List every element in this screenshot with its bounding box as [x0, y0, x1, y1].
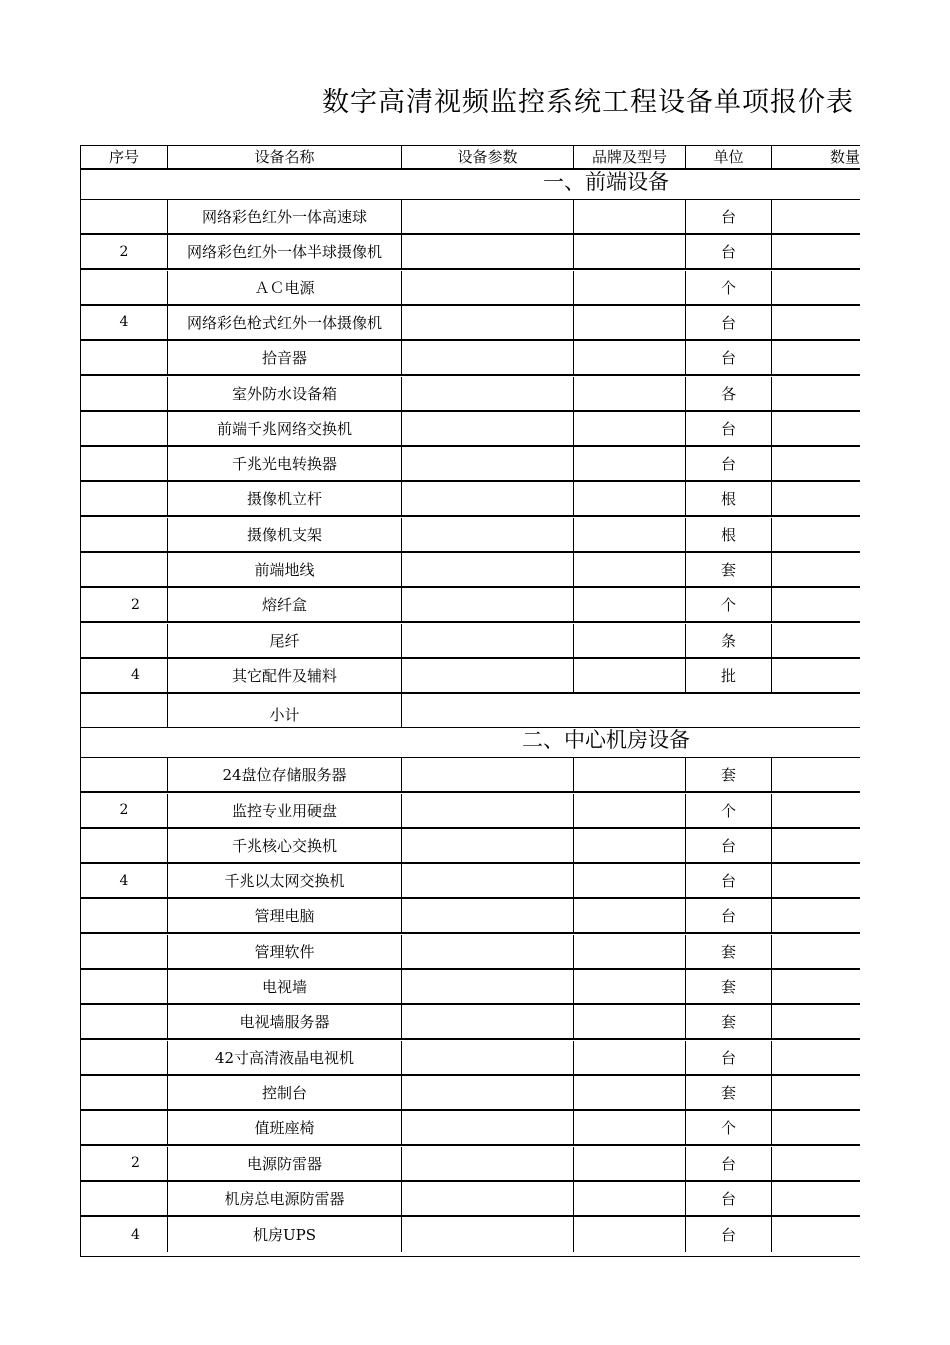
item-params-cell[interactable]: [402, 659, 574, 692]
col-header-qty: 数量: [829, 148, 860, 166]
table-row: [81, 864, 860, 899]
row-number: 2: [81, 1147, 168, 1180]
table-row: [81, 1182, 860, 1217]
table-row: [81, 412, 860, 447]
item-unit: 台: [686, 447, 772, 480]
item-params-cell[interactable]: [402, 899, 574, 932]
table-row: [81, 794, 860, 829]
item-qty-cell[interactable]: [772, 271, 860, 304]
table-row: [81, 553, 860, 588]
item-qty-cell[interactable]: [772, 1182, 860, 1215]
item-unit: 套: [686, 1076, 772, 1109]
col-header-unit: 单位: [686, 146, 772, 168]
item-brand-cell[interactable]: [574, 829, 686, 862]
item-qty-cell[interactable]: [772, 829, 860, 862]
item-qty-cell[interactable]: [772, 1005, 860, 1038]
item-qty-cell[interactable]: [772, 758, 860, 791]
item-name: 值班座椅: [168, 1111, 402, 1144]
item-unit: 各: [686, 377, 772, 410]
table-row: [81, 1076, 860, 1111]
subtotal-row: [81, 694, 860, 728]
item-unit: 批: [686, 659, 772, 692]
table-row: [81, 1111, 860, 1146]
item-unit: 个: [686, 588, 772, 621]
item-brand-cell[interactable]: [574, 553, 686, 586]
item-qty-cell[interactable]: [772, 341, 860, 374]
item-qty-cell[interactable]: [772, 447, 860, 480]
item-params-cell[interactable]: [402, 1111, 574, 1144]
item-unit: 根: [686, 482, 772, 515]
subtotal-value-cell[interactable]: [402, 694, 860, 727]
item-qty-cell[interactable]: [772, 1147, 860, 1180]
item-name: 24盘位存储服务器: [168, 758, 402, 791]
item-brand-cell[interactable]: [574, 482, 686, 515]
item-unit: 台: [686, 235, 772, 268]
item-qty-cell[interactable]: [772, 588, 860, 621]
section-header: [81, 170, 860, 200]
item-brand-cell[interactable]: [574, 1111, 686, 1144]
item-brand-cell[interactable]: [574, 200, 686, 233]
table-row: [81, 899, 860, 934]
table-row: [81, 659, 860, 694]
item-qty-cell[interactable]: [772, 659, 860, 692]
item-name: 管理电脑: [168, 899, 402, 932]
section-header: [81, 728, 860, 758]
item-brand-cell[interactable]: [574, 1041, 686, 1074]
row-number: [81, 200, 168, 233]
table-row: [81, 758, 860, 793]
item-qty-cell[interactable]: [772, 794, 860, 827]
item-unit: 套: [686, 553, 772, 586]
item-qty-cell[interactable]: [772, 1111, 860, 1144]
item-params-cell[interactable]: [402, 447, 574, 480]
item-brand-cell[interactable]: [574, 412, 686, 445]
item-unit: 根: [686, 518, 772, 551]
item-unit: 台: [686, 899, 772, 932]
table-row: [81, 970, 860, 1005]
row-number: [81, 412, 168, 445]
section-title: 一、前端设备: [543, 170, 669, 194]
item-name: 管理软件: [168, 935, 402, 968]
item-name: 拾音器: [168, 341, 402, 374]
table-row: [81, 482, 860, 517]
row-number: [81, 1076, 168, 1109]
table-row: [81, 341, 860, 376]
item-unit: 套: [686, 758, 772, 791]
item-brand-cell[interactable]: [574, 518, 686, 551]
subtotal-label: 小计: [168, 694, 402, 727]
item-params-cell[interactable]: [402, 235, 574, 268]
item-brand-cell[interactable]: [574, 624, 686, 657]
table-row: [81, 935, 860, 970]
item-unit: 个: [686, 271, 772, 304]
col-header-no: 序号: [81, 146, 168, 168]
item-unit: 台: [686, 1217, 772, 1252]
item-params-cell[interactable]: [402, 864, 574, 897]
item-qty-cell[interactable]: [772, 935, 860, 968]
item-name: 其它配件及辅料: [168, 659, 402, 692]
quote-table: [80, 145, 860, 1257]
item-params-cell[interactable]: [402, 1182, 574, 1215]
item-unit: 台: [686, 1041, 772, 1074]
item-unit: 个: [686, 794, 772, 827]
table-row: [81, 588, 860, 623]
item-name: 千兆以太网交换机: [168, 864, 402, 897]
item-name: 尾纤: [168, 624, 402, 657]
table-header: [81, 146, 860, 170]
item-name: ＡＣ电源: [168, 271, 402, 304]
item-brand-cell[interactable]: [574, 970, 686, 1003]
item-unit: 台: [686, 306, 772, 339]
item-brand-cell[interactable]: [574, 306, 686, 339]
item-qty-cell[interactable]: [772, 899, 860, 932]
item-qty-cell[interactable]: [772, 553, 860, 586]
item-unit: 台: [686, 341, 772, 374]
item-name: 网络彩色红外一体高速球: [168, 200, 402, 233]
item-params-cell[interactable]: [402, 482, 574, 515]
item-name: 摄像机支架: [168, 518, 402, 551]
item-brand-cell[interactable]: [574, 758, 686, 791]
table-row: [81, 1041, 860, 1076]
table-row: [81, 200, 860, 235]
item-unit: 台: [686, 412, 772, 445]
item-qty-cell[interactable]: [772, 412, 860, 445]
item-params-cell[interactable]: [402, 758, 574, 791]
item-qty-cell[interactable]: [772, 200, 860, 233]
item-unit: 台: [686, 200, 772, 233]
table-row: [81, 518, 860, 553]
item-unit: 台: [686, 864, 772, 897]
table-row: [81, 447, 860, 482]
item-params-cell[interactable]: [402, 588, 574, 621]
item-params-cell[interactable]: [402, 271, 574, 304]
row-number: [81, 447, 168, 480]
item-params-cell[interactable]: [402, 553, 574, 586]
item-qty-cell[interactable]: [772, 970, 860, 1003]
item-params-cell[interactable]: [402, 624, 574, 657]
row-number: 4: [81, 306, 168, 339]
item-qty-cell[interactable]: [772, 1041, 860, 1074]
item-name: 网络彩色红外一体半球摄像机: [168, 235, 402, 268]
col-header-name: 设备名称: [168, 146, 402, 168]
item-qty-cell[interactable]: [772, 864, 860, 897]
item-brand-cell[interactable]: [574, 235, 686, 268]
item-params-cell[interactable]: [402, 518, 574, 551]
row-number: 4: [81, 1217, 168, 1252]
row-number: [81, 271, 168, 304]
item-unit: 个: [686, 1111, 772, 1144]
item-name: 控制台: [168, 1076, 402, 1109]
item-brand-cell[interactable]: [574, 271, 686, 304]
item-name: 机房总电源防雷器: [168, 1182, 402, 1215]
item-unit: 套: [686, 970, 772, 1003]
item-params-cell[interactable]: [402, 341, 574, 374]
section-title: 二、中心机房设备: [522, 728, 690, 753]
item-unit: 台: [686, 829, 772, 862]
item-params-cell[interactable]: [402, 306, 574, 339]
row-number: [81, 1005, 168, 1038]
row-number: [81, 341, 168, 374]
item-unit: 台: [686, 1147, 772, 1180]
row-number: [81, 518, 168, 551]
row-number: [81, 829, 168, 862]
item-params-cell[interactable]: [402, 200, 574, 233]
table-row: [81, 1147, 860, 1182]
item-params-cell[interactable]: [402, 935, 574, 968]
item-brand-cell[interactable]: [574, 447, 686, 480]
row-number: [81, 1182, 168, 1215]
item-params-cell[interactable]: [402, 412, 574, 445]
item-qty-cell[interactable]: [772, 1217, 860, 1252]
table-row: [81, 1005, 860, 1040]
row-number: 2: [81, 588, 168, 621]
item-name: 网络彩色枪式红外一体摄像机: [168, 306, 402, 339]
row-number: 4: [81, 864, 168, 897]
item-unit: 套: [686, 935, 772, 968]
table-row: [81, 306, 860, 341]
row-number: 2: [81, 794, 168, 827]
item-params-cell[interactable]: [402, 1005, 574, 1038]
sheet-title: 数字高清视频监控系统工程设备单项报价表: [322, 87, 854, 118]
row-number: [81, 377, 168, 410]
table-row: [81, 829, 860, 864]
row-number: [81, 482, 168, 515]
row-number: [81, 1041, 168, 1074]
item-unit: 条: [686, 624, 772, 657]
item-qty-cell[interactable]: [772, 377, 860, 410]
item-name: 前端千兆网络交换机: [168, 412, 402, 445]
item-name: 电视墙: [168, 970, 402, 1003]
item-brand-cell[interactable]: [574, 1182, 686, 1215]
item-unit: 套: [686, 1005, 772, 1038]
item-brand-cell[interactable]: [574, 864, 686, 897]
row-number: 4: [81, 659, 168, 692]
subtotal-no-cell: [81, 694, 168, 727]
table-row: [81, 271, 860, 306]
item-params-cell[interactable]: [402, 377, 574, 410]
item-params-cell[interactable]: [402, 970, 574, 1003]
item-params-cell[interactable]: [402, 1076, 574, 1109]
row-number: [81, 1111, 168, 1144]
col-header-brand: 品牌及型号: [574, 146, 686, 168]
item-brand-cell[interactable]: [574, 377, 686, 410]
item-brand-cell[interactable]: [574, 341, 686, 374]
item-name: 电源防雷器: [168, 1147, 402, 1180]
item-params-cell[interactable]: [402, 794, 574, 827]
table-row: [81, 624, 860, 659]
item-qty-cell[interactable]: [772, 306, 860, 339]
item-name: 千兆核心交换机: [168, 829, 402, 862]
item-brand-cell[interactable]: [574, 1076, 686, 1109]
item-qty-cell[interactable]: [772, 235, 860, 268]
item-name: 前端地线: [168, 553, 402, 586]
row-number: [81, 553, 168, 586]
item-name: 监控专业用硬盘: [168, 794, 402, 827]
item-brand-cell[interactable]: [574, 1147, 686, 1180]
item-params-cell[interactable]: [402, 1147, 574, 1180]
item-brand-cell[interactable]: [574, 935, 686, 968]
item-params-cell[interactable]: [402, 1041, 574, 1074]
item-qty-cell[interactable]: [772, 1076, 860, 1109]
table-row: [81, 377, 860, 412]
item-name: 电视墙服务器: [168, 1005, 402, 1038]
item-name: 熔纤盒: [168, 588, 402, 621]
row-number: 2: [81, 235, 168, 268]
item-qty-cell[interactable]: [772, 482, 860, 515]
item-brand-cell[interactable]: [574, 588, 686, 621]
item-qty-cell[interactable]: [772, 518, 860, 551]
row-number: [81, 899, 168, 932]
item-unit: 台: [686, 1182, 772, 1215]
item-name: 千兆光电转换器: [168, 447, 402, 480]
row-number: [81, 758, 168, 791]
item-brand-cell[interactable]: [574, 1217, 686, 1252]
item-brand-cell[interactable]: [574, 794, 686, 827]
item-params-cell[interactable]: [402, 1217, 574, 1252]
item-brand-cell[interactable]: [574, 899, 686, 932]
item-name: 摄像机立杆: [168, 482, 402, 515]
table-row: [81, 1217, 860, 1252]
item-params-cell[interactable]: [402, 829, 574, 862]
item-name: 机房UPS: [168, 1217, 402, 1252]
item-name: 42寸高清液晶电视机: [168, 1041, 402, 1074]
row-number: [81, 624, 168, 657]
col-header-params: 设备参数: [402, 146, 574, 168]
row-number: [81, 970, 168, 1003]
row-number: [81, 935, 168, 968]
item-name: 室外防水设备箱: [168, 377, 402, 410]
item-qty-cell[interactable]: [772, 624, 860, 657]
table-row: [81, 235, 860, 270]
item-brand-cell[interactable]: [574, 1005, 686, 1038]
item-brand-cell[interactable]: [574, 659, 686, 692]
